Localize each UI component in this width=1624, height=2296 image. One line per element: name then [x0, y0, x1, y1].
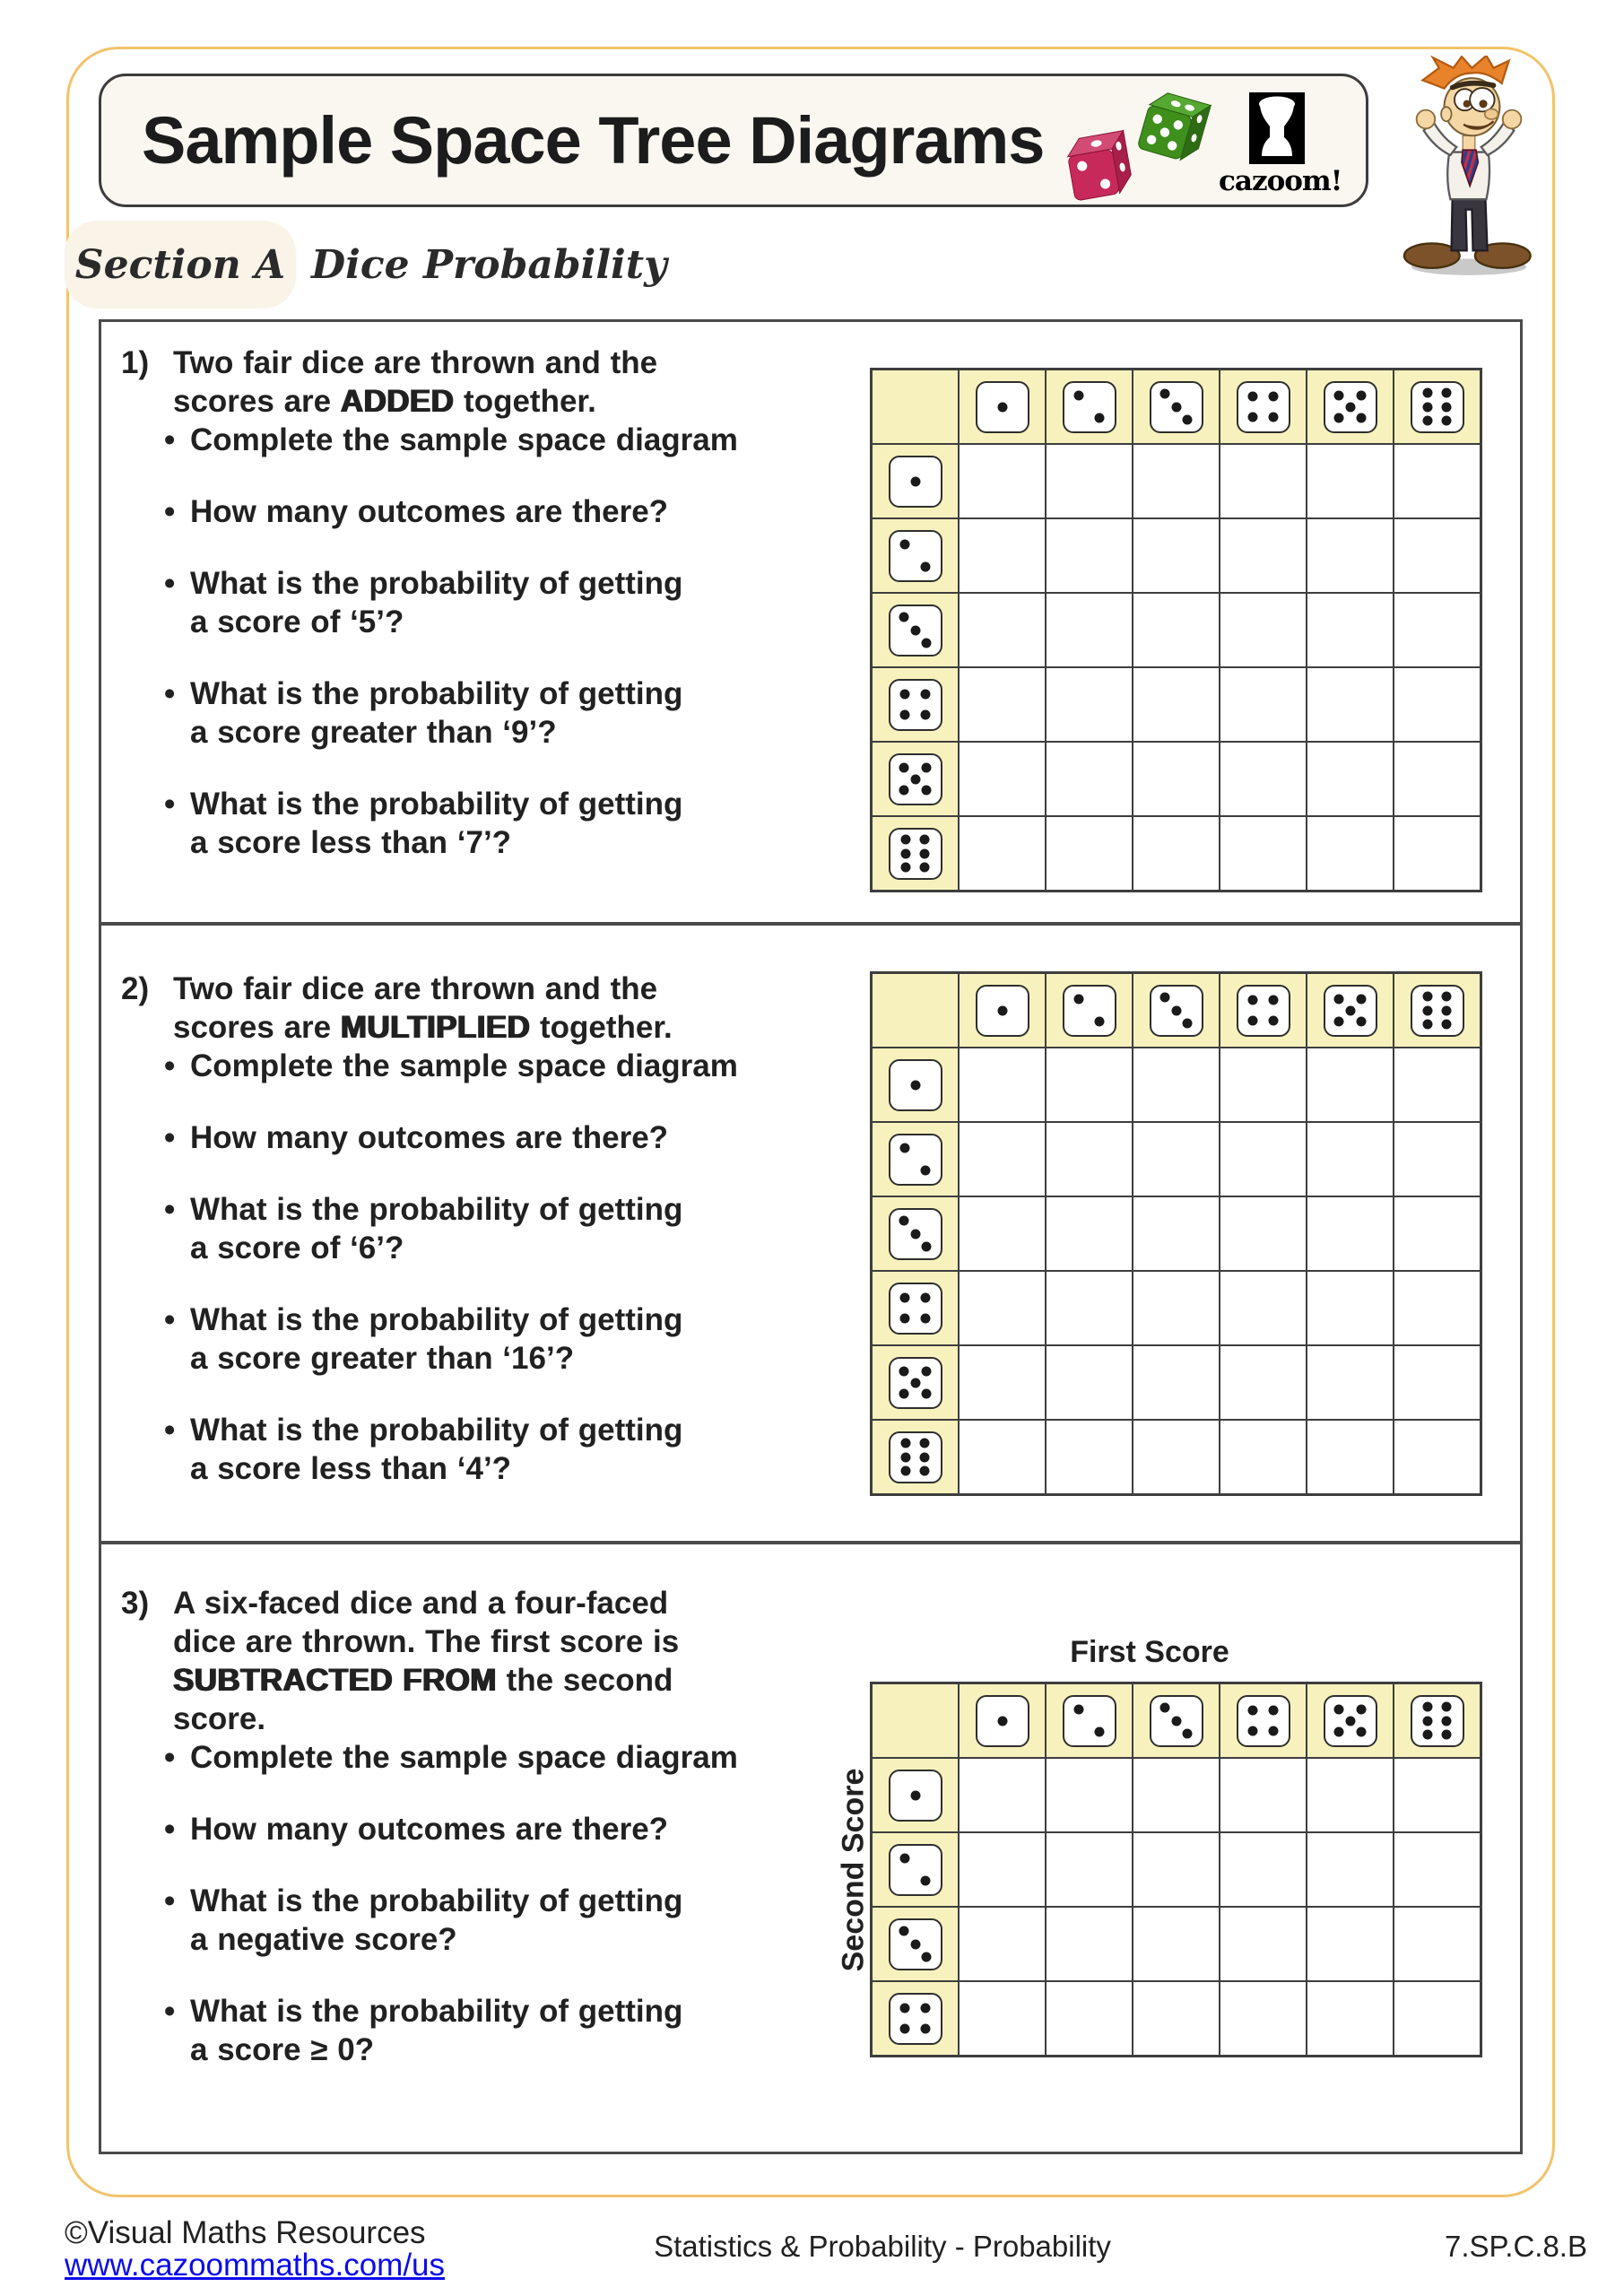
section-label: Section A	[74, 241, 286, 288]
die-icon-2	[1063, 381, 1116, 433]
answer-cell-r5c4[interactable]	[1220, 742, 1307, 816]
question-1-number: 1)	[121, 345, 150, 380]
answer-cell-r5c5[interactable]	[1307, 1345, 1394, 1420]
answer-cell-r4c5[interactable]	[1307, 1271, 1394, 1345]
answer-cell-r5c2[interactable]	[1046, 742, 1133, 816]
title-bar	[99, 74, 1368, 207]
question-3	[121, 1584, 865, 2069]
bullet-item: • How many outcomes are there?	[121, 1118, 865, 1157]
answer-cell-r2c1[interactable]	[959, 518, 1046, 593]
bullet-item: • What is the probability of getting a score less than ‘4’?	[121, 1411, 865, 1488]
answer-cell-r5c4[interactable]	[1220, 1345, 1307, 1420]
col-header-die-3	[1133, 973, 1220, 1048]
answer-cell-r3c4[interactable]	[1220, 593, 1307, 667]
answer-cell-r4c5[interactable]	[1307, 1981, 1394, 2056]
row-header-die-4	[872, 1271, 959, 1345]
die-icon-4	[889, 679, 942, 731]
answer-cell-r1c2[interactable]	[1046, 1048, 1133, 1122]
die-icon-3	[889, 604, 942, 657]
die-icon-4	[889, 1993, 942, 2045]
section-topic-wrap	[311, 221, 667, 309]
answer-cell-r2c5[interactable]	[1307, 518, 1394, 593]
answer-cell-r3c4[interactable]	[1220, 1196, 1307, 1271]
sample-space-grid-3	[870, 1682, 1482, 2057]
answer-cell-r4c6[interactable]	[1394, 1981, 1481, 2056]
answer-cell-r4c2[interactable]	[1046, 667, 1133, 742]
answer-cell-r1c4[interactable]	[1220, 1758, 1307, 1832]
col-header-die-4	[1220, 973, 1307, 1048]
answer-cell-r2c6[interactable]	[1394, 1832, 1481, 1907]
pink-die-icon	[1057, 121, 1140, 207]
answer-cell-r5c1[interactable]	[959, 742, 1046, 816]
answer-cell-r3c2[interactable]	[1046, 1196, 1133, 1271]
answer-cell-r4c1[interactable]	[959, 1981, 1046, 2056]
question-3-bullets	[121, 1738, 865, 2069]
answer-cell-r2c3[interactable]	[1133, 518, 1220, 593]
col-header-die-4	[1220, 1683, 1307, 1758]
answer-cell-r2c2[interactable]	[1046, 1832, 1133, 1907]
die-icon-2	[1063, 985, 1116, 1037]
standard-code: 7.SP.C.8.B	[1445, 2230, 1587, 2263]
die-icon-3	[1150, 381, 1203, 433]
website-link[interactable]: www.cazoommaths.com/us	[65, 2248, 446, 2283]
row-header-die-1	[872, 444, 959, 518]
die-icon-5	[1324, 381, 1377, 433]
col-header-die-3	[1133, 370, 1220, 444]
row-header-die-2	[872, 1122, 959, 1196]
answer-cell-r5c3[interactable]	[1133, 1345, 1220, 1420]
answer-cell-r1c4[interactable]	[1220, 1048, 1307, 1122]
bullet-item: • How many outcomes are there?	[121, 1810, 865, 1848]
col-header-die-4	[1220, 370, 1307, 444]
answer-cell-r4c4[interactable]	[1220, 1981, 1307, 2056]
bullet-item: • What is the probability of getting a negative score?	[121, 1882, 865, 1959]
bullet-item: • What is the probability of getting a score ≥ 0?	[121, 1992, 865, 2069]
answer-cell-r3c3[interactable]	[1133, 593, 1220, 667]
answer-cell-r1c5[interactable]	[1307, 1048, 1394, 1122]
grid-corner-cell	[872, 1683, 959, 1758]
sample-space-grid-2	[870, 971, 1482, 1496]
answer-cell-r5c6[interactable]	[1394, 1345, 1481, 1420]
die-icon-1	[976, 1695, 1029, 1747]
grid-corner-cell	[872, 370, 959, 444]
die-icon-1	[976, 985, 1029, 1037]
die-icon-3	[1150, 1695, 1203, 1747]
answer-cell-r4c4[interactable]	[1220, 667, 1307, 742]
row-header-die-4	[872, 667, 959, 742]
die-icon-6	[889, 1431, 942, 1483]
answer-cell-r3c1[interactable]	[959, 593, 1046, 667]
die-icon-4	[889, 1283, 942, 1335]
answer-cell-r6c4[interactable]	[1220, 816, 1307, 891]
question-1-intro: Two fair dice are thrown and the scores are ADDED together.	[173, 345, 658, 419]
sample-space-grid-1	[870, 368, 1482, 892]
die-icon-6	[1411, 381, 1464, 433]
col-header-die-1	[959, 973, 1046, 1048]
answer-cell-r1c1[interactable]	[959, 1048, 1046, 1122]
answer-cell-r6c3[interactable]	[1133, 816, 1220, 891]
die-icon-5	[889, 753, 942, 805]
question-3-number: 3)	[121, 1586, 150, 1621]
col-header-die-6	[1394, 1683, 1481, 1758]
bullet-item: • Complete the sample space diagram	[121, 1047, 865, 1085]
col-header-die-5	[1307, 973, 1394, 1048]
answer-cell-r3c3[interactable]	[1133, 1907, 1220, 1981]
row-header-die-5	[872, 742, 959, 816]
die-icon-4	[1237, 381, 1290, 433]
col-header-die-2	[1046, 370, 1133, 444]
col-header-die-1	[959, 370, 1046, 444]
answer-cell-r6c5[interactable]	[1307, 1420, 1394, 1494]
answer-cell-r6c5[interactable]	[1307, 816, 1394, 891]
die-icon-1	[889, 1770, 942, 1822]
answer-cell-r3c2[interactable]	[1046, 1907, 1133, 1981]
cazoom-brand-text: cazoom!	[1219, 165, 1342, 197]
grid-corner-cell	[872, 973, 959, 1048]
answer-cell-r5c3[interactable]	[1133, 742, 1220, 816]
col-header-die-6	[1394, 370, 1481, 444]
answer-cell-r4c1[interactable]	[959, 1271, 1046, 1345]
cartoon-character	[1392, 56, 1546, 276]
die-icon-2	[889, 1134, 942, 1186]
question-1	[121, 344, 865, 862]
answer-cell-r1c5[interactable]	[1307, 444, 1394, 518]
answer-cell-r4c6[interactable]	[1394, 667, 1481, 742]
answer-cell-r1c3[interactable]	[1133, 1048, 1220, 1122]
row-header-die-1	[872, 1048, 959, 1122]
question-2-intro: Two fair dice are thrown and the scores are MULTIPLIED together.	[173, 971, 673, 1045]
row-header-die-6	[872, 816, 959, 891]
answer-cell-r2c5[interactable]	[1307, 1122, 1394, 1196]
col-header-die-3	[1133, 1683, 1220, 1758]
row-header-die-3	[872, 593, 959, 667]
answer-cell-r3c2[interactable]	[1046, 593, 1133, 667]
emphasis-multiplied: MULTIPLIED	[340, 1010, 531, 1045]
answer-cell-r4c6[interactable]	[1394, 1271, 1481, 1345]
answer-cell-r2c3[interactable]	[1133, 1832, 1220, 1907]
answer-cell-r4c3[interactable]	[1133, 1271, 1220, 1345]
bullet-item: • What is the probability of getting a score of ‘6’?	[121, 1190, 865, 1267]
drum-icon	[1249, 92, 1305, 164]
answer-cell-r3c1[interactable]	[959, 1196, 1046, 1271]
bullet-item: • How many outcomes are there?	[121, 492, 865, 531]
answer-cell-r6c1[interactable]	[959, 1420, 1046, 1494]
cazoom-logo-icon	[1249, 92, 1305, 164]
answer-cell-r4c2[interactable]	[1046, 1271, 1133, 1345]
answer-cell-r1c4[interactable]	[1220, 444, 1307, 518]
question-1-bullets	[121, 421, 865, 862]
section-topic: Dice Probability	[311, 241, 667, 288]
answer-cell-r6c6[interactable]	[1394, 1420, 1481, 1494]
section-label-pill	[65, 221, 296, 309]
answer-cell-r2c6[interactable]	[1394, 518, 1481, 593]
die-icon-5	[1324, 985, 1377, 1037]
answer-cell-r3c4[interactable]	[1220, 1907, 1307, 1981]
question-3-intro: A six-faced dice and a four-faced dice are thrown. The first score is SUBTRACTED FROM the second score.	[173, 1586, 680, 1736]
answer-cell-r6c4[interactable]	[1220, 1420, 1307, 1494]
answer-cell-r1c6[interactable]	[1394, 444, 1481, 518]
answer-cell-r1c1[interactable]	[959, 1758, 1046, 1832]
col-header-die-5	[1307, 1683, 1394, 1758]
answer-cell-r4c4[interactable]	[1220, 1271, 1307, 1345]
answer-cell-r4c1[interactable]	[959, 667, 1046, 742]
bullet-item: • Complete the sample space diagram	[121, 1738, 865, 1777]
answer-cell-r2c4[interactable]	[1220, 518, 1307, 593]
answer-cell-r6c3[interactable]	[1133, 1420, 1220, 1494]
die-icon-2	[889, 1844, 942, 1896]
die-icon-2	[1063, 1695, 1116, 1747]
row-header-die-2	[872, 518, 959, 593]
answer-cell-r1c2[interactable]	[1046, 444, 1133, 518]
die-icon-3	[889, 1918, 942, 1970]
row-header-die-2	[872, 1832, 959, 1907]
answer-cell-r2c2[interactable]	[1046, 518, 1133, 593]
answer-cell-r5c5[interactable]	[1307, 742, 1394, 816]
answer-cell-r5c6[interactable]	[1394, 742, 1481, 816]
answer-cell-r3c3[interactable]	[1133, 1196, 1220, 1271]
answer-cell-r4c3[interactable]	[1133, 1981, 1220, 2056]
first-score-axis-label: First Score	[1070, 1635, 1229, 1669]
die-icon-6	[1411, 1695, 1464, 1747]
answer-cell-r3c6[interactable]	[1394, 593, 1481, 667]
emphasis-added: ADDED	[340, 384, 455, 419]
section-divider-2	[99, 1541, 1523, 1544]
answer-cell-r1c6[interactable]	[1394, 1758, 1481, 1832]
row-header-die-6	[872, 1420, 959, 1494]
answer-cell-r1c5[interactable]	[1307, 1758, 1394, 1832]
second-score-axis-label: Second Score	[836, 1768, 871, 1972]
answer-cell-r6c2[interactable]	[1046, 1420, 1133, 1494]
answer-cell-r6c1[interactable]	[959, 816, 1046, 891]
copyright-text: ©Visual Maths Resources	[65, 2215, 426, 2250]
col-header-die-5	[1307, 370, 1394, 444]
answer-cell-r1c6[interactable]	[1394, 1048, 1481, 1122]
answer-cell-r2c4[interactable]	[1220, 1122, 1307, 1196]
answer-cell-r5c2[interactable]	[1046, 1345, 1133, 1420]
section-divider-1	[99, 922, 1523, 926]
answer-cell-r1c3[interactable]	[1133, 1758, 1220, 1832]
answer-cell-r3c1[interactable]	[959, 1907, 1046, 1981]
die-icon-5	[889, 1357, 942, 1409]
question-2-bullets	[121, 1047, 865, 1488]
answer-cell-r4c5[interactable]	[1307, 667, 1394, 742]
bullet-item: • Complete the sample space diagram	[121, 421, 865, 459]
row-header-die-1	[872, 1758, 959, 1832]
bullet-item: • What is the probability of getting a score of ‘5’?	[121, 564, 865, 641]
die-icon-6	[889, 828, 942, 880]
col-header-die-2	[1046, 1683, 1133, 1758]
col-header-die-6	[1394, 973, 1481, 1048]
answer-cell-r2c4[interactable]	[1220, 1832, 1307, 1907]
bullet-item: • What is the probability of getting a score less than ‘7’?	[121, 785, 865, 862]
answer-cell-r3c5[interactable]	[1307, 1196, 1394, 1271]
emphasis-subtracted-from: SUBTRACTED FROM	[173, 1663, 497, 1698]
answer-cell-r3c5[interactable]	[1307, 593, 1394, 667]
answer-cell-r3c6[interactable]	[1394, 1907, 1481, 1981]
die-icon-2	[889, 530, 942, 582]
die-icon-6	[1411, 985, 1464, 1037]
answer-cell-r4c3[interactable]	[1133, 667, 1220, 742]
answer-cell-r2c3[interactable]	[1133, 1122, 1220, 1196]
answer-cell-r2c5[interactable]	[1307, 1832, 1394, 1907]
answer-cell-r6c6[interactable]	[1394, 816, 1481, 891]
answer-cell-r3c6[interactable]	[1394, 1196, 1481, 1271]
col-header-die-1	[959, 1683, 1046, 1758]
answer-cell-r6c2[interactable]	[1046, 816, 1133, 891]
green-die-icon	[1131, 80, 1217, 168]
bullet-item: • What is the probability of getting a score greater than ‘9’?	[121, 674, 865, 752]
answer-cell-r1c3[interactable]	[1133, 444, 1220, 518]
answer-cell-r3c5[interactable]	[1307, 1907, 1394, 1981]
question-2-number: 2)	[121, 971, 150, 1006]
answer-cell-r2c2[interactable]	[1046, 1122, 1133, 1196]
die-icon-4	[1237, 1695, 1290, 1747]
footer-topic-text: Statistics & Probability - Probability	[654, 2230, 1111, 2263]
die-icon-1	[889, 456, 942, 508]
answer-cell-r2c1[interactable]	[959, 1832, 1046, 1907]
die-icon-3	[1150, 985, 1203, 1037]
die-icon-1	[976, 381, 1029, 433]
die-icon-3	[889, 1208, 942, 1260]
row-header-die-4	[872, 1981, 959, 2056]
website-link-wrap	[65, 2248, 445, 2283]
row-header-die-3	[872, 1196, 959, 1271]
die-icon-1	[889, 1059, 942, 1111]
die-icon-5	[1324, 1695, 1377, 1747]
question-2	[121, 970, 865, 1488]
answer-cell-r2c6[interactable]	[1394, 1122, 1481, 1196]
page-title: Sample Space Tree Diagrams	[142, 103, 1045, 178]
answer-cell-r1c1[interactable]	[959, 444, 1046, 518]
row-header-die-5	[872, 1345, 959, 1420]
bullet-item: • What is the probability of getting a score greater than ‘16’?	[121, 1300, 865, 1378]
answer-cell-r4c2[interactable]	[1046, 1981, 1133, 2056]
col-header-die-2	[1046, 973, 1133, 1048]
answer-cell-r1c2[interactable]	[1046, 1758, 1133, 1832]
answer-cell-r5c1[interactable]	[959, 1345, 1046, 1420]
row-header-die-3	[872, 1907, 959, 1981]
answer-cell-r2c1[interactable]	[959, 1122, 1046, 1196]
die-icon-4	[1237, 985, 1290, 1037]
